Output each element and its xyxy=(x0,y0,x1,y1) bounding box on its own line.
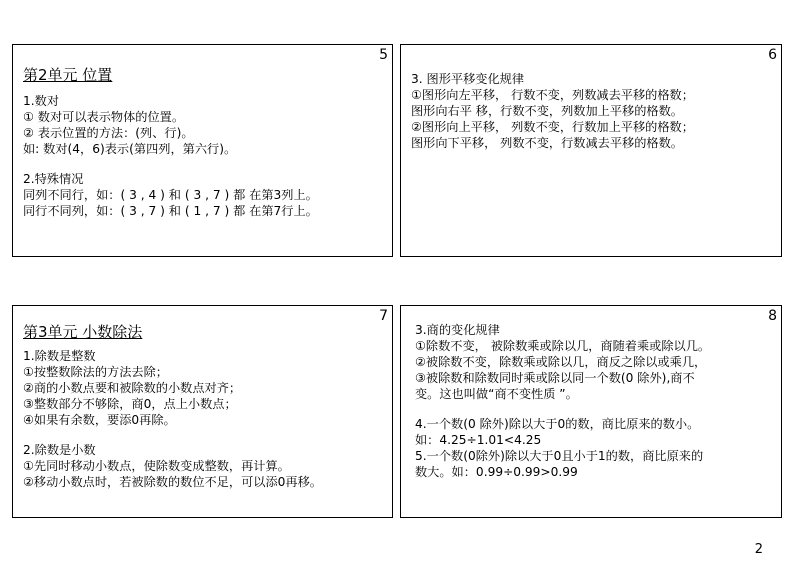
text-line: 2.特殊情况 xyxy=(23,172,84,186)
text-line: 3.商的变化规律 xyxy=(415,323,500,337)
text-line: 1.数对 xyxy=(23,94,60,108)
text-line: 1.除数是整数 xyxy=(23,349,96,363)
slide-6 xyxy=(400,44,782,257)
slide-number: 6 xyxy=(768,47,777,63)
text-line: ②图形向上平移， 列数不变，行数加上平移的格数； xyxy=(411,120,694,134)
text-line: ①除数不变， 被除数乘或除以几，商随着乘或除以几。 xyxy=(415,339,711,353)
page-number: 2 xyxy=(754,542,763,557)
slide-number: 8 xyxy=(768,308,777,324)
slide-title: 第2单元 位置 xyxy=(23,66,113,84)
text-line: ② 表示位置的方法：(列、行)。 xyxy=(23,126,194,140)
spacer xyxy=(23,157,386,171)
text-line: ②移动小数点时，若被除数的数位不足，可以添0再移。 xyxy=(23,475,322,489)
slide-title: 第3单元 小数除法 xyxy=(23,323,143,341)
slide-5 xyxy=(12,44,393,257)
slide-number: 7 xyxy=(379,308,388,324)
text-line: 4.一个数(0 除外)除以大于0的数，商比原来的数小。 xyxy=(415,417,700,431)
text-line: ③整数部分不够除，商0，点上小数点； xyxy=(23,397,237,411)
spacer xyxy=(415,402,775,416)
text-line: 图形向下平移， 列数不变，行数减去平移的格数。 xyxy=(411,136,683,150)
text-line: 3. 图形平移变化规律 xyxy=(411,72,525,86)
text-line: ① 数对可以表示物体的位置。 xyxy=(23,110,185,124)
text-line: 变。这也叫做“商不变性质 ”。 xyxy=(415,387,578,401)
slide-7 xyxy=(12,305,393,518)
slide-number: 5 xyxy=(379,47,388,63)
text-line: ①按整数除法的方法去除； xyxy=(23,365,168,379)
text-line: 数大。如：0.99÷0.99>0.99 xyxy=(415,465,578,479)
text-line: 5.一个数(0除外)除以大于0且小于1的数，商比原来的 xyxy=(415,449,704,463)
text-line: 如：4.25÷1.01<4.25 xyxy=(415,433,542,447)
text-line: ②商的小数点要和被除数的小数点对齐； xyxy=(23,381,242,395)
text-line: 如: 数对(4，6)表示(第四列，第六行)。 xyxy=(23,142,237,156)
text-line: 同列不同行，如：( 3 , 4 ) 和 ( 3 , 7 ) 都 在第3列上。 xyxy=(23,188,318,202)
text-line: ④如果有余数，要添0再除。 xyxy=(23,413,176,427)
text-line: ③被除数和除数同时乘或除以同一个数(0 除外),商不 xyxy=(415,371,695,385)
slide-8 xyxy=(400,305,782,518)
text-line: 同行不同列，如：( 3 , 7 ) 和 ( 1 , 7 ) 都 在第7行上。 xyxy=(23,204,318,218)
text-line: ①图形向左平移， 行数不变，列数减去平移的格数； xyxy=(411,88,694,102)
text-line: 图形向右平 移，行数不变，列数加上平移的格数。 xyxy=(411,104,683,118)
text-line: ②被除数不变，除数乘或除以几，商反之除以或乘几， xyxy=(415,355,707,369)
spacer xyxy=(23,428,386,442)
text-line: 2.除数是小数 xyxy=(23,443,96,457)
text-line: ①先同时移动小数点，使除数变成整数，再计算。 xyxy=(23,459,290,473)
